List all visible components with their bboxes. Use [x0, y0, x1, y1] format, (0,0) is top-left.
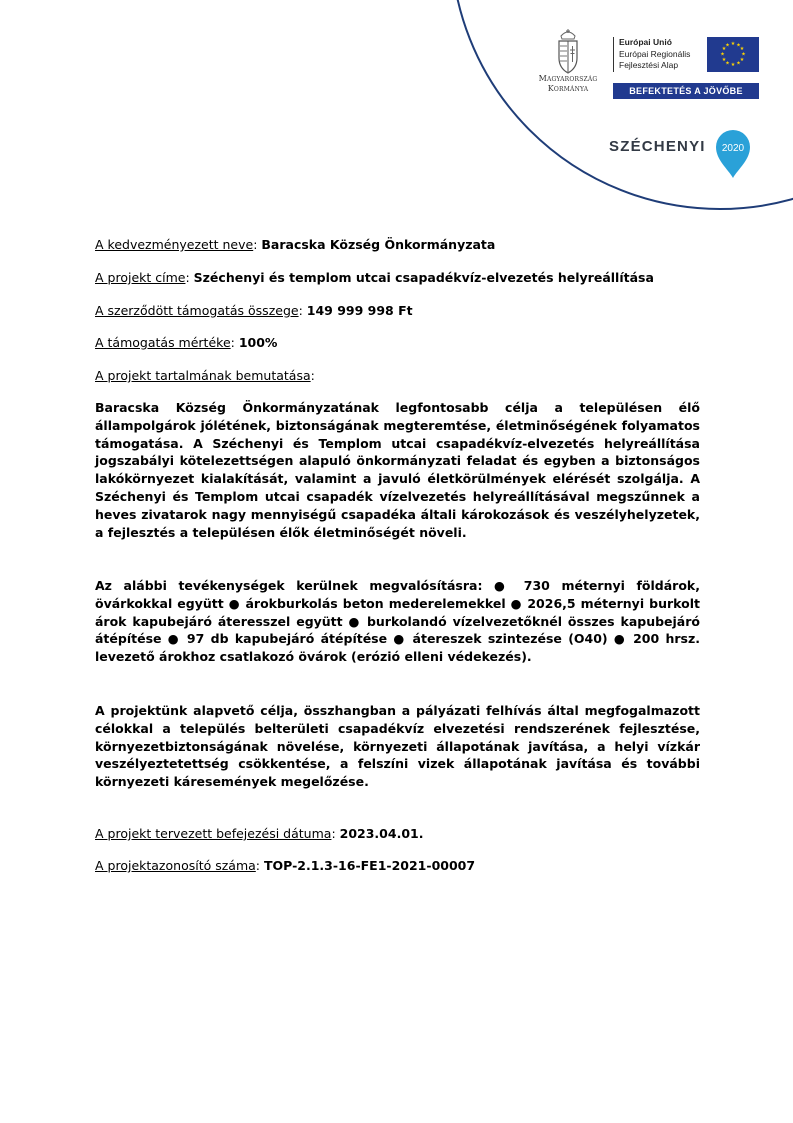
svg-text:★: ★: [725, 60, 730, 67]
description-paragraph-1: Baracska Község Önkormányzatának legfontosabb célja a településen élő állampolgárok jólétének, biztonságának megteremtése, életminőségének folyamatos támogatása. A Széchenyi és Templom utcai csapadékvíz-elvezetés helyreállítása jogszabályi kötelezettségen alapuló önkormányzati feladat és egyben a biztonságos lakókörnyezet kialakítását, valamint a javuló életkörülmények elérését szolgálja. A Széchenyi és Templom utcai csapadék vízelvezetés helyreállításával megszűnnek a heves zivatarok nagy mennyiségű csapadéka általi károkozások és veszélyhelyzetek, a fejlesztés a településen élők életminőségét növeli.: [95, 400, 700, 540]
svg-text:★: ★: [736, 60, 741, 67]
hungarian-government-logo: [528, 28, 608, 94]
szechenyi-word: SZÉCHENYI: [609, 138, 706, 155]
project-title-field: A projekt címe: Széchenyi és templom utcai csapadékvíz-elvezetés helyreállítása: [95, 270, 654, 285]
description-heading: A projekt tartalmának bemutatása:: [95, 368, 315, 383]
svg-text:★: ★: [721, 57, 727, 63]
field-label: A projekt címe: [95, 270, 186, 285]
eu-flag-icon: [707, 37, 759, 72]
government-logo-line1: Magyarország: [538, 74, 598, 83]
goals-paragraph: A projektünk alapvető célja, összhangban a pályázati felhívás által megfogalmazott célokkal a település belterületi csapadékvíz elvezetési rendszerének fejlesztése, környezetbiztonságának növelése, környezeti állapotának javítása, a helyi vízkár veszélyeztetettség csökkentése, a felszíni vizek állapotának javítása és további környezeti káresemények megelőzése.: [95, 703, 700, 790]
svg-text:★: ★: [739, 57, 745, 63]
government-logo-line2: Kormánya: [547, 84, 589, 93]
field-label: A szerződött támogatás összege: [95, 303, 299, 318]
field-value: Baracska Község Önkormányzata: [261, 237, 496, 252]
svg-text:★: ★: [720, 51, 725, 58]
szechenyi-2020-logo: [609, 129, 759, 179]
svg-text:★: ★: [739, 46, 745, 52]
field-label: A projekt tartalmának bemutatása: [95, 368, 311, 383]
svg-text:★: ★: [730, 62, 736, 68]
svg-text:★: ★: [741, 51, 746, 58]
svg-text:★: ★: [730, 41, 736, 47]
eu-line1: Európai Unió: [619, 37, 672, 47]
svg-text:★: ★: [725, 42, 730, 49]
field-value: 100%: [238, 335, 278, 350]
eu-text: [613, 37, 707, 72]
location-pin-icon: [715, 129, 751, 179]
field-value: TOP-2.1.3-16-FE1-2021-00007: [263, 858, 476, 873]
eu-line2: Európai Regionális: [619, 48, 691, 59]
grant-rate-field: A támogatás mértéke: 100%: [95, 335, 278, 350]
field-label: A támogatás mértéke: [95, 335, 231, 350]
field-label: A projekt tervezett befejezési dátuma: [95, 826, 332, 841]
eu-banner: BEFEKTETÉS A JÖVŐBE: [613, 83, 759, 99]
project-id-field: A projektazonosító száma: TOP-2.1.3-16-FE1-2021-00007: [95, 858, 476, 873]
completion-date-field: A projekt tervezett befejezési dátuma: 2023.04.01.: [95, 826, 424, 841]
svg-text:★: ★: [721, 46, 727, 52]
field-value: 2023.04.01.: [339, 826, 424, 841]
activities-paragraph: Az alábbi tevékenységek kerülnek megvalósításra: ● 730 méternyi földárok, övárkokkal együtt ● árokburkolás beton mederelemekkel ● 2026,5 méternyi burkolt árok kapubejáró áteresszel együtt ● burkolandó vízelvezetőknél összes kapubejáró átépítése ● 97 db kapubejáró átépítése ● átereszek szintezése (O40) ● 200 hrsz. levezető árokhoz csatlakozó övárok (erózió elleni védekezés).: [95, 578, 700, 665]
svg-text:★: ★: [736, 42, 741, 49]
field-value: 149 999 998 Ft: [306, 303, 413, 318]
field-label: A kedvezményezett neve: [95, 237, 254, 252]
coat-of-arms-icon: [556, 28, 580, 74]
field-label: A projektazonosító száma: [95, 858, 256, 873]
beneficiary-field: A kedvezményezett neve: Baracska Község Önkormányzata: [95, 237, 496, 252]
grant-amount-field: A szerződött támogatás összege: 149 999 998 Ft: [95, 303, 413, 318]
field-value: Széchenyi és templom utcai csapadékvíz-elvezetés helyreállítása: [193, 270, 654, 285]
szechenyi-year: 2020: [721, 143, 745, 154]
eu-line3: Fejlesztési Alap: [619, 60, 679, 70]
